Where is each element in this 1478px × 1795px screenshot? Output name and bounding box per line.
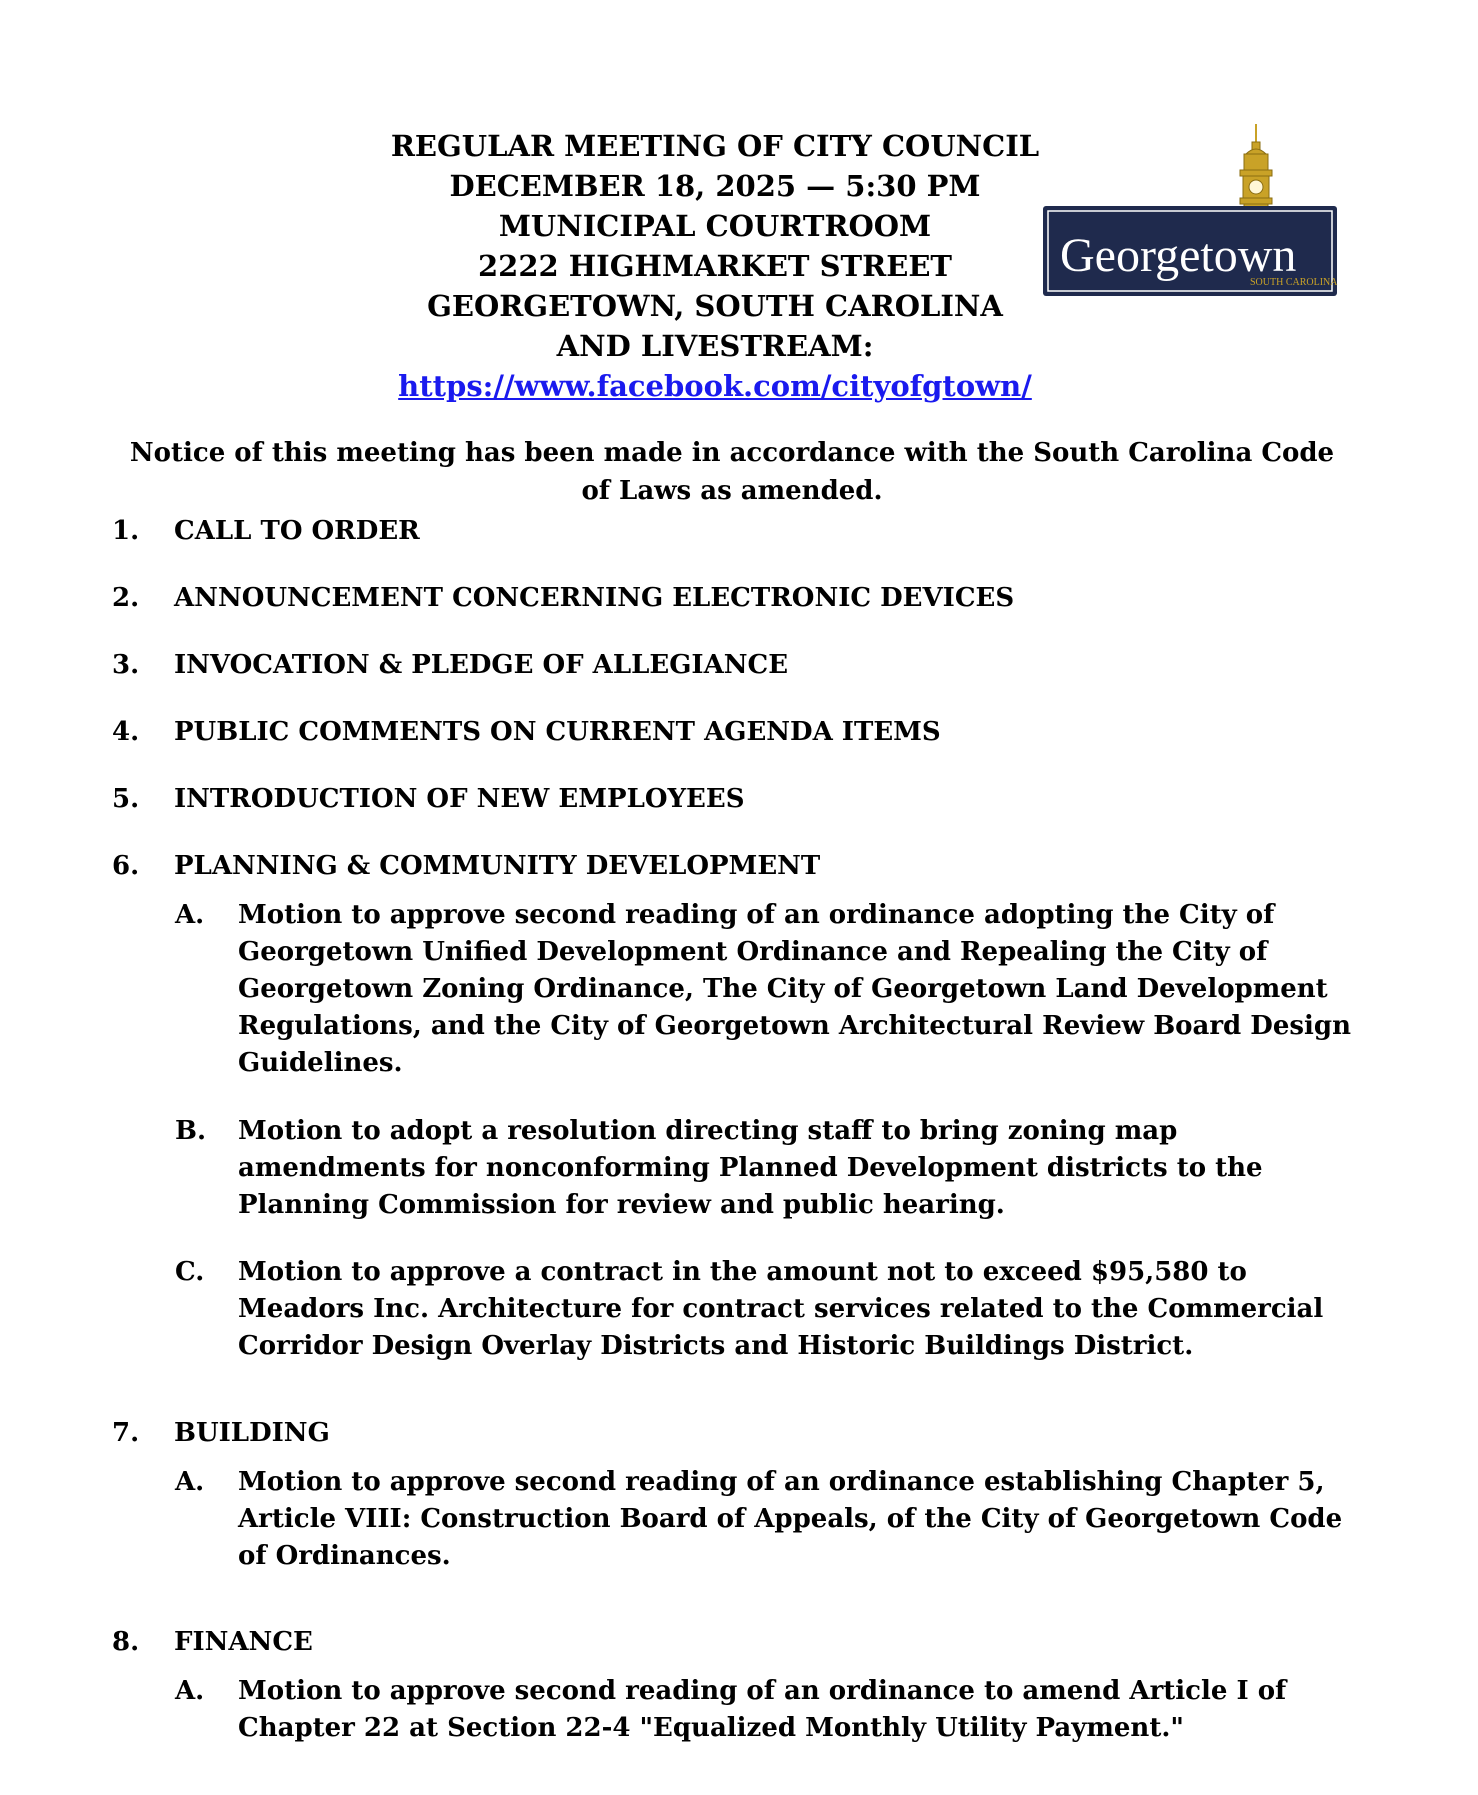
subitem-letter: C. [175,1257,205,1287]
logo-subtitle: SOUTH CAROLINA [1250,277,1338,288]
item-title: INVOCATION & PLEDGE OF ALLEGIANCE [174,650,789,680]
subitem-line: Corridor Design Overlay Districts and Historic Buildings District. [238,1331,1194,1361]
subitem-line: amendments for nonconforming Planned Development districts to the [238,1153,1263,1183]
agenda-subitem [175,1673,1355,1747]
item-number: 4. [112,717,140,747]
subitem-line: Guidelines. [238,1048,403,1078]
item-number: 3. [112,650,140,680]
subitem-line: Motion to approve second reading of an ordinance establishing Chapter 5, [238,1467,1325,1497]
item-number: 6. [112,851,140,881]
item-number: 8. [112,1627,140,1657]
item-number: 1. [112,516,140,546]
subitem-letter: A. [175,900,205,930]
meeting-notice: Notice of this meeting has been made in accordance with the South Carolina Code of Laws as amended. [129,438,1335,506]
georgetown-logo [1040,124,1340,299]
subitem-letter: A. [175,1467,205,1497]
agenda-subitem [175,897,1355,1082]
item-number: 2. [112,583,140,613]
item-title: PUBLIC COMMENTS ON CURRENT AGENDA ITEMS [174,717,941,747]
item-title: CALL TO ORDER [174,516,420,546]
agenda-subitem [175,1113,1355,1224]
subitem-line: Article VIII: Construction Board of Appeals, of the City of Georgetown Code [238,1504,1343,1534]
subitem-line: Georgetown Unified Development Ordinance and Repealing the City of [238,937,1268,967]
subitem-line: Meadors Inc. Architecture for contract services related to the Commercial [238,1294,1324,1324]
subitem-line: Motion to adopt a resolution directing staff to bring zoning map [238,1116,1178,1146]
subitem-line: Motion to approve a contract in the amount not to exceed $95,580 to [238,1257,1247,1287]
header-line: AND LIVESTREAM: [556,329,874,363]
item-title: FINANCE [174,1627,313,1657]
item-number: 7. [112,1418,140,1448]
item-title: PLANNING & COMMUNITY DEVELOPMENT [174,851,821,881]
subitem-line: Chapter 22 at Section 22-4 "Equalized Monthly Utility Payment." [238,1713,1184,1743]
item-number: 5. [112,784,140,814]
livestream-link[interactable]: https://www.facebook.com/cityofgtown/ [398,369,1032,403]
subitem-line: of Ordinances. [238,1541,451,1571]
header-line: GEORGETOWN, SOUTH CAROLINA [427,289,1003,323]
item-title: ANNOUNCEMENT CONCERNING ELECTRONIC DEVICES [174,583,1015,613]
agenda-subitem [175,1464,1355,1575]
subitem-line: Motion to approve second reading of an ordinance adopting the City of [238,900,1275,930]
header-line: MUNICIPAL COURTROOM [498,209,932,243]
header-line: REGULAR MEETING OF CITY COUNCIL [390,129,1040,163]
header-line: 2222 HIGHMARKET STREET [477,249,953,283]
subitem-letter: A. [175,1676,205,1706]
subitem-letter: B. [175,1116,207,1146]
subitem-line: Regulations, and the City of Georgetown Architectural Review Board Design [238,1011,1351,1041]
header-line: DECEMBER 18, 2025 — 5:30 PM [449,169,981,203]
subitem-line: Planning Commission for review and public hearing. [238,1190,1005,1220]
meeting-header [330,126,1100,406]
subitem-line: Motion to approve second reading of an ordinance to amend Article I of [238,1676,1287,1706]
item-title: INTRODUCTION OF NEW EMPLOYEES [174,784,745,814]
item-title: BUILDING [174,1418,330,1448]
agenda-subitem [175,1254,1355,1365]
subitem-line: Georgetown Zoning Ordinance, The City of Georgetown Land Development [238,974,1328,1004]
logo-wordmark: Georgetown [1060,229,1297,282]
